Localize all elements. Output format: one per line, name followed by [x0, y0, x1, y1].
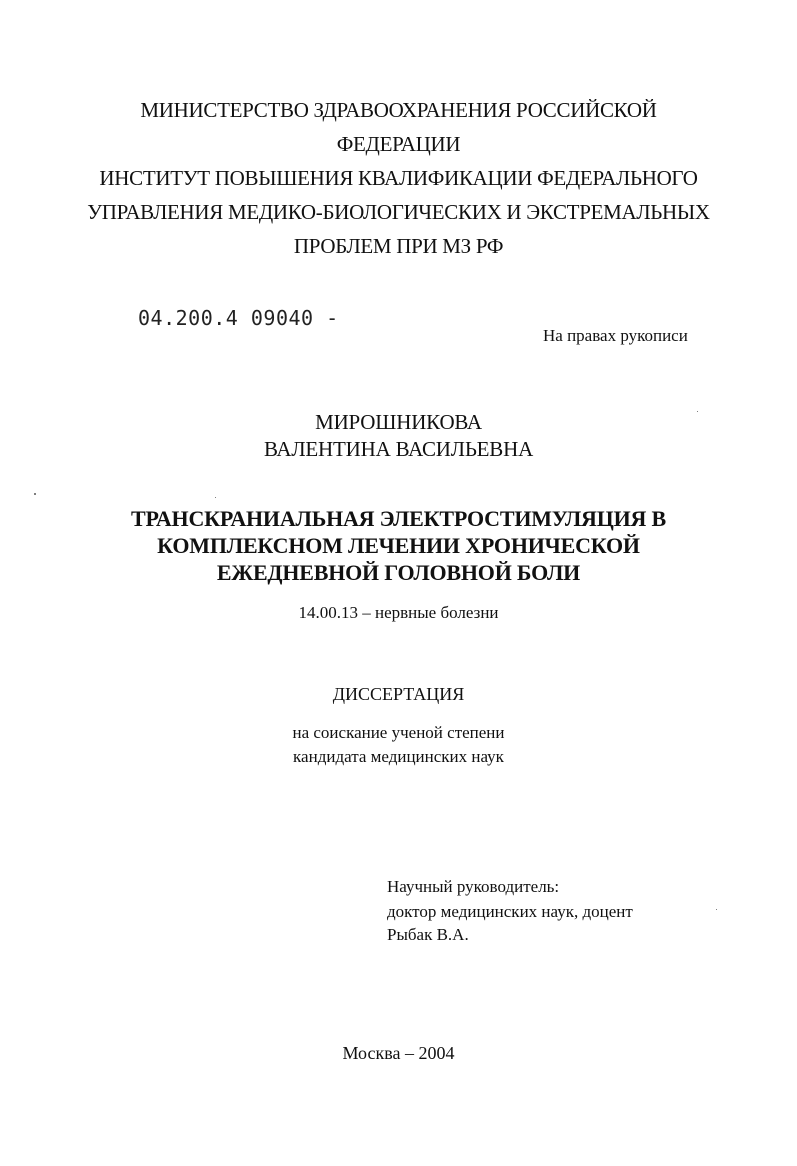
- author-surname: МИРОШНИКОВА: [315, 410, 482, 434]
- supervisor-label: Научный руководитель:: [387, 877, 560, 896]
- manuscript-rights-note: На правах рукописи: [543, 326, 688, 345]
- place-and-year: Москва – 2004: [342, 1043, 455, 1063]
- scan-speck: [34, 493, 36, 495]
- registration-stamp-number: 04.200.4 09040 -: [138, 306, 339, 330]
- dissertation-title-line-3: ЕЖЕДНЕВНОЙ ГОЛОВНОЙ БОЛИ: [216, 560, 581, 585]
- institution-line-3: ИНСТИТУТ ПОВЫШЕНИЯ КВАЛИФИКАЦИИ ФЕДЕРАЛЬНОГО: [99, 166, 698, 190]
- supervisor-credentials: доктор медицинских наук, доцент: [387, 902, 633, 921]
- institution-line-1: МИНИСТЕРСТВО ЗДРАВООХРАНЕНИЯ РОССИЙСКОЙ: [140, 98, 657, 122]
- dissertation-title-line-1: ТРАНСКРАНИАЛЬНАЯ ЭЛЕКТРОСТИМУЛЯЦИЯ В: [130, 506, 667, 531]
- scan-speck: [697, 411, 698, 412]
- degree-line-2: кандидата медицинских наук: [293, 747, 504, 766]
- specialty-code: 14.00.13 – нервные болезни: [298, 603, 499, 622]
- scan-speck: [215, 497, 216, 498]
- institution-line-4: УПРАВЛЕНИЯ МЕДИКО-БИОЛОГИЧЕСКИХ И ЭКСТРЕМАЛЬНЫХ: [87, 200, 710, 224]
- author-given-names: ВАЛЕНТИНА ВАСИЛЬЕВНА: [263, 437, 534, 461]
- dissertation-title-line-2: КОМПЛЕКСНОМ ЛЕЧЕНИИ ХРОНИЧЕСКОЙ: [157, 533, 640, 558]
- institution-line-2: ФЕДЕРАЦИИ: [336, 132, 461, 156]
- document-type: ДИССЕРТАЦИЯ: [332, 684, 465, 704]
- degree-line-1: на соискание ученой степени: [292, 723, 505, 742]
- supervisor-name: Рыбак В.А.: [387, 925, 469, 944]
- scan-speck: [716, 909, 717, 910]
- institution-line-5: ПРОБЛЕМ ПРИ МЗ РФ: [293, 234, 504, 258]
